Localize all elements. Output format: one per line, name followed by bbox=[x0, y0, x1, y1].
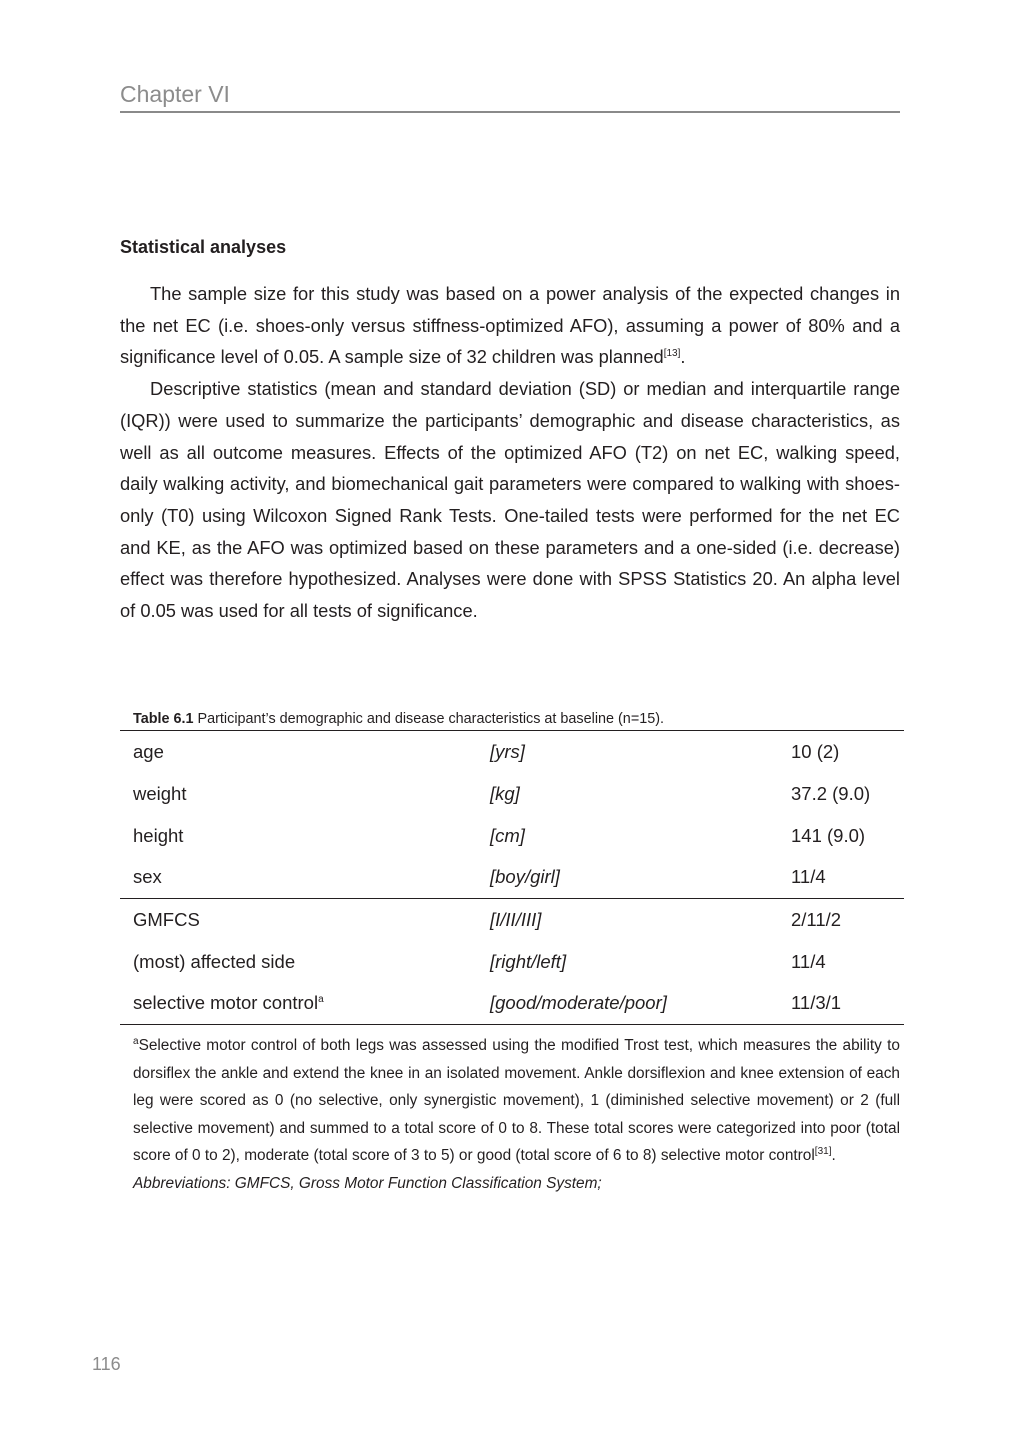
row-unit: [good/moderate/poor] bbox=[490, 983, 791, 1025]
row-value: 141 (9.0) bbox=[791, 824, 866, 846]
row-label: (most) affected side bbox=[133, 950, 296, 972]
row-unit: [right/left] bbox=[490, 950, 567, 972]
page-header bbox=[120, 80, 900, 113]
table-row bbox=[120, 731, 904, 773]
row-label-text: selective motor control bbox=[133, 992, 319, 1014]
row-label: height bbox=[133, 824, 184, 846]
row-label: weight bbox=[133, 782, 187, 804]
row-value: 37.2 (9.0) bbox=[791, 782, 871, 804]
row-value: 11/4 bbox=[791, 950, 826, 972]
footnote-marker: a bbox=[318, 994, 324, 1006]
paragraph-2: Descriptive statistics (mean and standard deviation (SD) or median and interquartile range (IQR)) were used to summarize the participants’ demographic and disease characteristics, as well as all outcome measures. Effects of the optimized AFO (T2) on net EC, walking speed, daily walking activity, and biomechanical gait parameters were compared to walking with shoes-only (T0) using Wilcoxon Signed Rank Tests. One-tailed tests were performed for the net EC and KE, as the AFO was optimized based on these parameters and a one-sided (i.e. decrease) effect was therefore hypothesized. Analyses were done with SPSS Statistics 20. An alpha level of 0.05 was used for all tests of significance. bbox=[120, 378, 900, 622]
row-unit: [yrs] bbox=[490, 731, 791, 773]
table-row bbox=[120, 941, 904, 983]
abbreviations: Abbreviations: GMFCS, Gross Motor Function Classification System; bbox=[133, 1174, 602, 1192]
row-value: 2/11/2 bbox=[791, 899, 904, 941]
table-row bbox=[120, 815, 904, 857]
row-value: 11/4 bbox=[791, 866, 826, 888]
table-row bbox=[120, 899, 904, 941]
table-footnote bbox=[133, 1032, 900, 1197]
table-caption bbox=[133, 709, 664, 729]
row-unit: [cm] bbox=[490, 824, 525, 846]
table-row bbox=[120, 983, 904, 1025]
citation-ref: [13] bbox=[663, 348, 681, 360]
row-label: GMFCS bbox=[120, 899, 490, 941]
row-label bbox=[120, 983, 490, 1025]
table-caption-text: Participant’s demographic and disease characteristics at baseline (n=15). bbox=[193, 711, 665, 727]
page-number: 116 bbox=[92, 1354, 121, 1374]
footnote-end: . bbox=[831, 1147, 836, 1164]
section-title: Statistical analyses bbox=[120, 237, 287, 257]
row-value: 11/3/1 bbox=[791, 983, 904, 1025]
characteristics-table bbox=[120, 730, 904, 1025]
body-text bbox=[120, 278, 900, 627]
footnote-text bbox=[133, 1032, 900, 1170]
footnote-body: Selective motor control of both legs was assessed using the modified Trost test, which measures the ability to dorsiflex the ankle and extend the knee in an isolated movement. Ankle dorsiflexion and knee extension of each leg were scored as 0 (no selective, only synergistic movement), 1 (diminished selective movement) or 2 (full selective movement) and summed to a total score of 0 to 8. These total scores were categorized into poor (total score of 0 to 2), moderate (total score of 3 to 5) or good (total score of 6 to 8) selective motor control bbox=[133, 1037, 900, 1164]
footnote-marker: a bbox=[133, 1035, 139, 1047]
table-row bbox=[120, 857, 904, 899]
table-row bbox=[120, 773, 904, 815]
paragraph-1-text: The sample size for this study was based on a power analysis of the expected changes in the net EC (i.e. shoes-only versus stiffness-optimized AFO), assuming a power of 80% and a significance level of 0.05. A sample size of 32 children was planned bbox=[120, 283, 900, 368]
row-label: age bbox=[120, 731, 490, 773]
chapter-heading: Chapter VI bbox=[120, 81, 230, 107]
row-value: 10 (2) bbox=[791, 731, 904, 773]
row-unit: [kg] bbox=[490, 782, 520, 804]
citation-ref: [31] bbox=[814, 1145, 832, 1157]
paragraph-1-end: . bbox=[680, 346, 686, 368]
table-caption-label: Table 6.1 bbox=[133, 711, 194, 727]
row-unit: [I/II/III] bbox=[490, 899, 791, 941]
paragraph-1 bbox=[120, 278, 900, 373]
row-unit: [boy/girl] bbox=[490, 866, 560, 888]
row-label: sex bbox=[133, 866, 162, 888]
